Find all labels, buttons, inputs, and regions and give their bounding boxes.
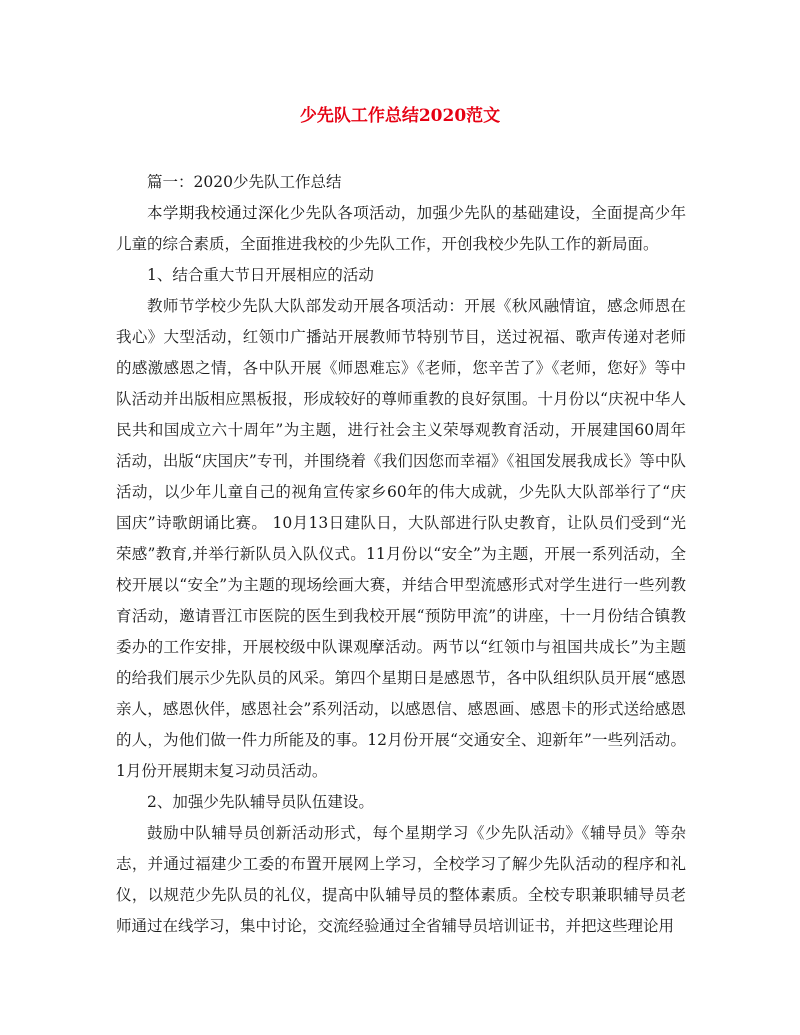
document-body (116, 167, 686, 942)
document-title: 少先队工作总结2020范文 (299, 106, 501, 126)
paragraph-activities: 教师节学校少先队大队部发动开展各项活动：开展《秋风融情谊，感念师恩在我心》大型活动，红领巾广播站开展教师节特别节目，送过祝福、歌声传递对老师的感激感恩之情，各中队开展《师恩难忘》《老师，您辛苦了》《老师，您好》等中队活动并出版相应黑板报，形成较好的尊师重教的良好氛围。十月份以“庆祝中华人民共和国成立六十周年”为主题，进行社会主义荣辱观教育活动，开展建国60周年活动，出版“庆国庆”专刊，并围绕着《我们因您而幸福》《祖国发展我成长》等中队活动，以少年儿童自己的视角宣传家乡60年的伟大成就，少先队大队部举行了“庆国庆”诗歌朗诵比赛。 10月13日建队日，大队部进行队史教育，让队员们受到“光荣感”教育,并举行新队员入队仪式。11月份以“安全”为主题，开展一系列活动，全校开展以“安全”为主题的现场绘画大赛，并结合甲型流感形式对学生进行一些列教育活动，邀请晋江市医院的医生到我校开展“预防甲流”的讲座，十一月份结合镇教委办的工作安排，开展校级中队课观摩活动。两节以“红领巾与祖国共成长”为主题的给我们展示少先队员的风采。第四个星期日是感恩节，各中队组织队员开展“感恩亲人，感恩伙伴，感恩社会”系列活动，以感恩信、感恩画、感恩卡的形式送给感恩的人，为他们做一件力所能及的事。12月份开展“交通安全、迎新年”一些列活动。1月份开展期末复习动员活动。 (116, 297, 686, 780)
paragraph-subheading-2: 2、加强少先队辅导员队伍建设。 (147, 793, 374, 811)
paragraph-intro: 本学期我校通过深化少先队各项活动，加强少先队的基础建设，全面提高少年儿童的综合素质，全面推进我校的少先队工作，开创我校少先队工作的新局面。 (116, 204, 686, 253)
paragraph-counselor-training: 鼓励中队辅导员创新活动形式，每个星期学习《少先队活动》《辅导员》等杂志，并通过福建少工委的布置开展网上学习，全校学习了解少先队活动的程序和礼仪，以规范少先队员的礼仪，提高中队辅导员的整体素质。全校专职兼职辅导员老师通过在线学习，集中讨论，交流经验通过全省辅导员培训证书，并把这些理论用 (116, 824, 686, 935)
paragraph-section-heading: 篇一：2020少先队工作总结 (147, 173, 342, 191)
paragraph-subheading-1: 1、结合重大节日开展相应的活动 (147, 266, 374, 284)
